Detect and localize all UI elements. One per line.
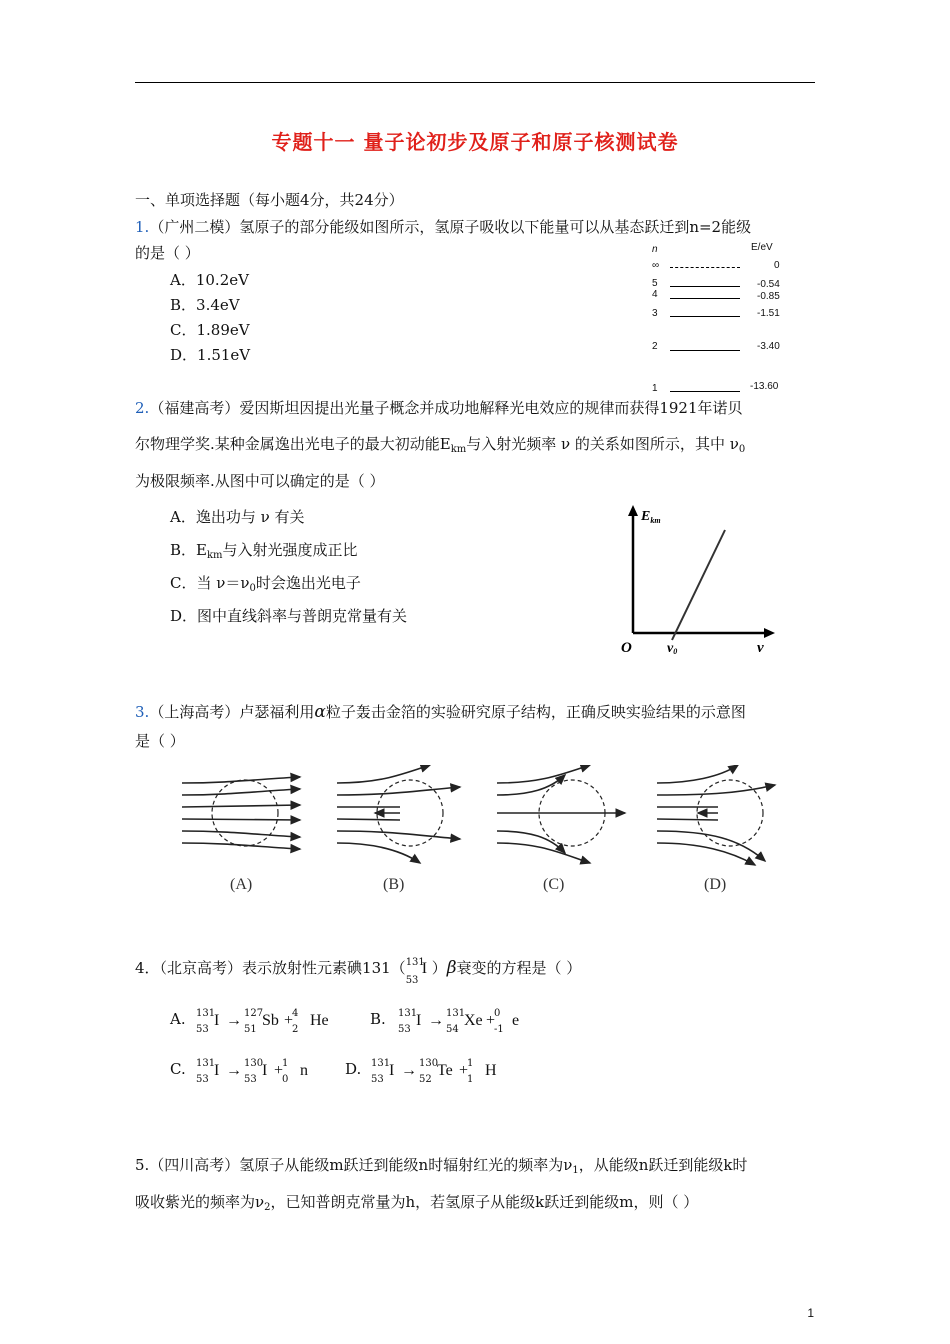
level-e: -13.60 [750, 381, 779, 392]
element-symbol: I [214, 1062, 220, 1079]
q1-line1: 1.（广州二模）氢原子的部分能级如图所示，氢原子吸收以下能量可以从基态跃迁到n=2能级 [135, 218, 752, 236]
element-symbol: n [300, 1062, 308, 1079]
element-symbol: I [214, 1012, 220, 1029]
q2-line2: 尔物理学奖.某种金属逸出光电子的最大初动能$E_{km}$与入射光频率 ν 的关系如图所示，其中 $\nu_0$ [135, 435, 746, 455]
atomic-number: 1 [467, 1074, 474, 1085]
element-symbol: I [416, 1012, 422, 1029]
element-symbol: Sb [262, 1012, 279, 1029]
arrow-symbol: → [401, 1062, 417, 1079]
atomic-number: 53 [371, 1074, 384, 1085]
element-symbol: Te [437, 1062, 453, 1079]
level-n: ∞ [652, 260, 660, 271]
level-n: 5 [652, 278, 658, 289]
diagram-c [497, 765, 625, 863]
label-b: (B) [383, 876, 405, 893]
mass-number: 131 [371, 1058, 391, 1069]
q2-line1: 2.（福建高考）爱因斯坦因提出光量子概念并成功地解释光电效应的规律而获得1921年诺贝 [135, 399, 743, 417]
level-n: 3 [652, 308, 658, 319]
q2-line3: 为极限频率.从图中可以确定的是（ ） [135, 472, 385, 490]
level-line-1 [670, 391, 740, 392]
level-n: 1 [652, 383, 658, 394]
mass-number: 131 [196, 1008, 216, 1019]
diagram-d [657, 765, 775, 865]
level-e: 0 [774, 260, 780, 271]
y-axis-label: $E_{km}$ [641, 509, 661, 525]
origin-label: O [621, 640, 632, 656]
atomic-number: -1 [494, 1024, 504, 1035]
mass-number: 4 [292, 1008, 299, 1019]
level-line-3 [670, 316, 740, 317]
level-n: 2 [652, 341, 658, 352]
mass-number: 0 [494, 1008, 501, 1019]
v0-label: ν0 [667, 641, 678, 656]
q4-line1: 4．（北京高考）表示放射性元素碘131（ 131 53 I ）β衰变的方程是（ ） [135, 957, 582, 986]
arrow-symbol: → [428, 1012, 444, 1029]
e-axis-label: E/eV [751, 242, 773, 253]
level-e: -3.40 [757, 341, 780, 352]
atomic-number: 53 [196, 1024, 209, 1035]
q2-option-c: C．当 $\nu=\nu_0$时会逸出光电子 [170, 574, 361, 594]
atomic-number: 51 [244, 1024, 257, 1035]
section-heading: 一、单项选择题（每小题4分，共24分） [135, 191, 404, 209]
q1-line2: 的是（ ） [135, 244, 200, 262]
atomic-number: 53 [244, 1074, 257, 1085]
q2-option-a: A．逸出功与 ν 有关 [170, 508, 305, 526]
y-axis-arrow [628, 505, 638, 516]
header-rule [135, 82, 815, 83]
ek-frequency-graph [615, 500, 785, 660]
atomic-number: 53 [196, 1074, 209, 1085]
x-axis-arrow [764, 628, 775, 638]
level-e: -0.85 [757, 291, 780, 302]
mass-number: 131 [446, 1008, 466, 1019]
atomic-number: 54 [446, 1024, 459, 1035]
page-number: 1 [807, 1306, 814, 1320]
q1-option-b: B．3.4eV [170, 296, 240, 314]
q5-line1: 5.（四川高考）氢原子从能级m跃迁到能级n时辐射红光的频率为$\nu_1$，从能级n跃迁到能级k时 [135, 1156, 748, 1176]
q3-line2: 是（ ） [135, 732, 185, 750]
element-symbol: I [262, 1062, 268, 1079]
level-line-4 [670, 298, 740, 299]
level-e: -0.54 [757, 279, 780, 290]
scattering-diagrams [170, 765, 790, 900]
ek-line [672, 530, 725, 640]
option-label: D. [345, 1060, 362, 1078]
level-n: 4 [652, 289, 658, 300]
element-symbol: I [389, 1062, 395, 1079]
element-symbol: H [485, 1062, 497, 1079]
level-line-5 [670, 286, 740, 287]
option-label: A. [170, 1010, 186, 1028]
level-line-2 [670, 350, 740, 351]
q2-option-b: B．$E_{km}$与入射光强度成正比 [170, 541, 358, 561]
arrow-symbol: → [226, 1012, 242, 1029]
atomic-number: 2 [292, 1024, 299, 1035]
plus-symbol: + [486, 1012, 496, 1029]
element-symbol: Xe [464, 1012, 483, 1029]
diagram-b [337, 765, 460, 863]
plus-symbol: + [284, 1012, 294, 1029]
x-axis-label: ν [757, 640, 764, 656]
plus-symbol: + [274, 1062, 284, 1079]
plus-symbol: + [459, 1062, 469, 1079]
q1-option-a: A．10.2eV [170, 271, 249, 289]
mass-number: 130 [244, 1058, 264, 1069]
element-symbol: He [310, 1012, 329, 1029]
label-c: (C) [543, 876, 565, 893]
n-axis-label: n [652, 244, 658, 255]
iodine-nuclide: 131 53 I [405, 957, 428, 986]
atomic-number: 53 [398, 1024, 411, 1035]
option-label: B. [370, 1010, 386, 1028]
diagram-a [182, 777, 300, 849]
label-a: (A) [230, 876, 253, 893]
q1-option-d: D．1.51eV [170, 346, 251, 364]
mass-number: 130 [419, 1058, 439, 1069]
level-e: -1.51 [757, 308, 780, 319]
mass-number: 1 [282, 1058, 289, 1069]
level-line-inf [670, 267, 740, 268]
mass-number: 1 [467, 1058, 474, 1069]
mass-number: 131 [196, 1058, 216, 1069]
q5-line2: 吸收紫光的频率为$\nu_2$，已知普朗克常量为h，若氢原子从能级k跃迁到能级m，则（ ） [135, 1193, 699, 1213]
label-d: (D) [704, 876, 727, 893]
arrow-symbol: → [226, 1062, 242, 1079]
mass-number: 131 [398, 1008, 418, 1019]
element-symbol: e [512, 1012, 520, 1029]
q1-option-c: C．1.89eV [170, 321, 250, 339]
option-label: C. [170, 1060, 186, 1078]
atomic-number: 52 [419, 1074, 432, 1085]
q2-option-d: D．图中直线斜率与普朗克常量有关 [170, 607, 408, 625]
page-title: 专题十一 量子论初步及原子和原子核测试卷 [271, 130, 679, 154]
mass-number: 127 [244, 1008, 264, 1019]
q3-line1: 3.（上海高考）卢瑟福利用α粒子轰击金箔的实验研究原子结构，正确反映实验结果的示意图 [135, 702, 746, 722]
atomic-number: 0 [282, 1074, 289, 1085]
